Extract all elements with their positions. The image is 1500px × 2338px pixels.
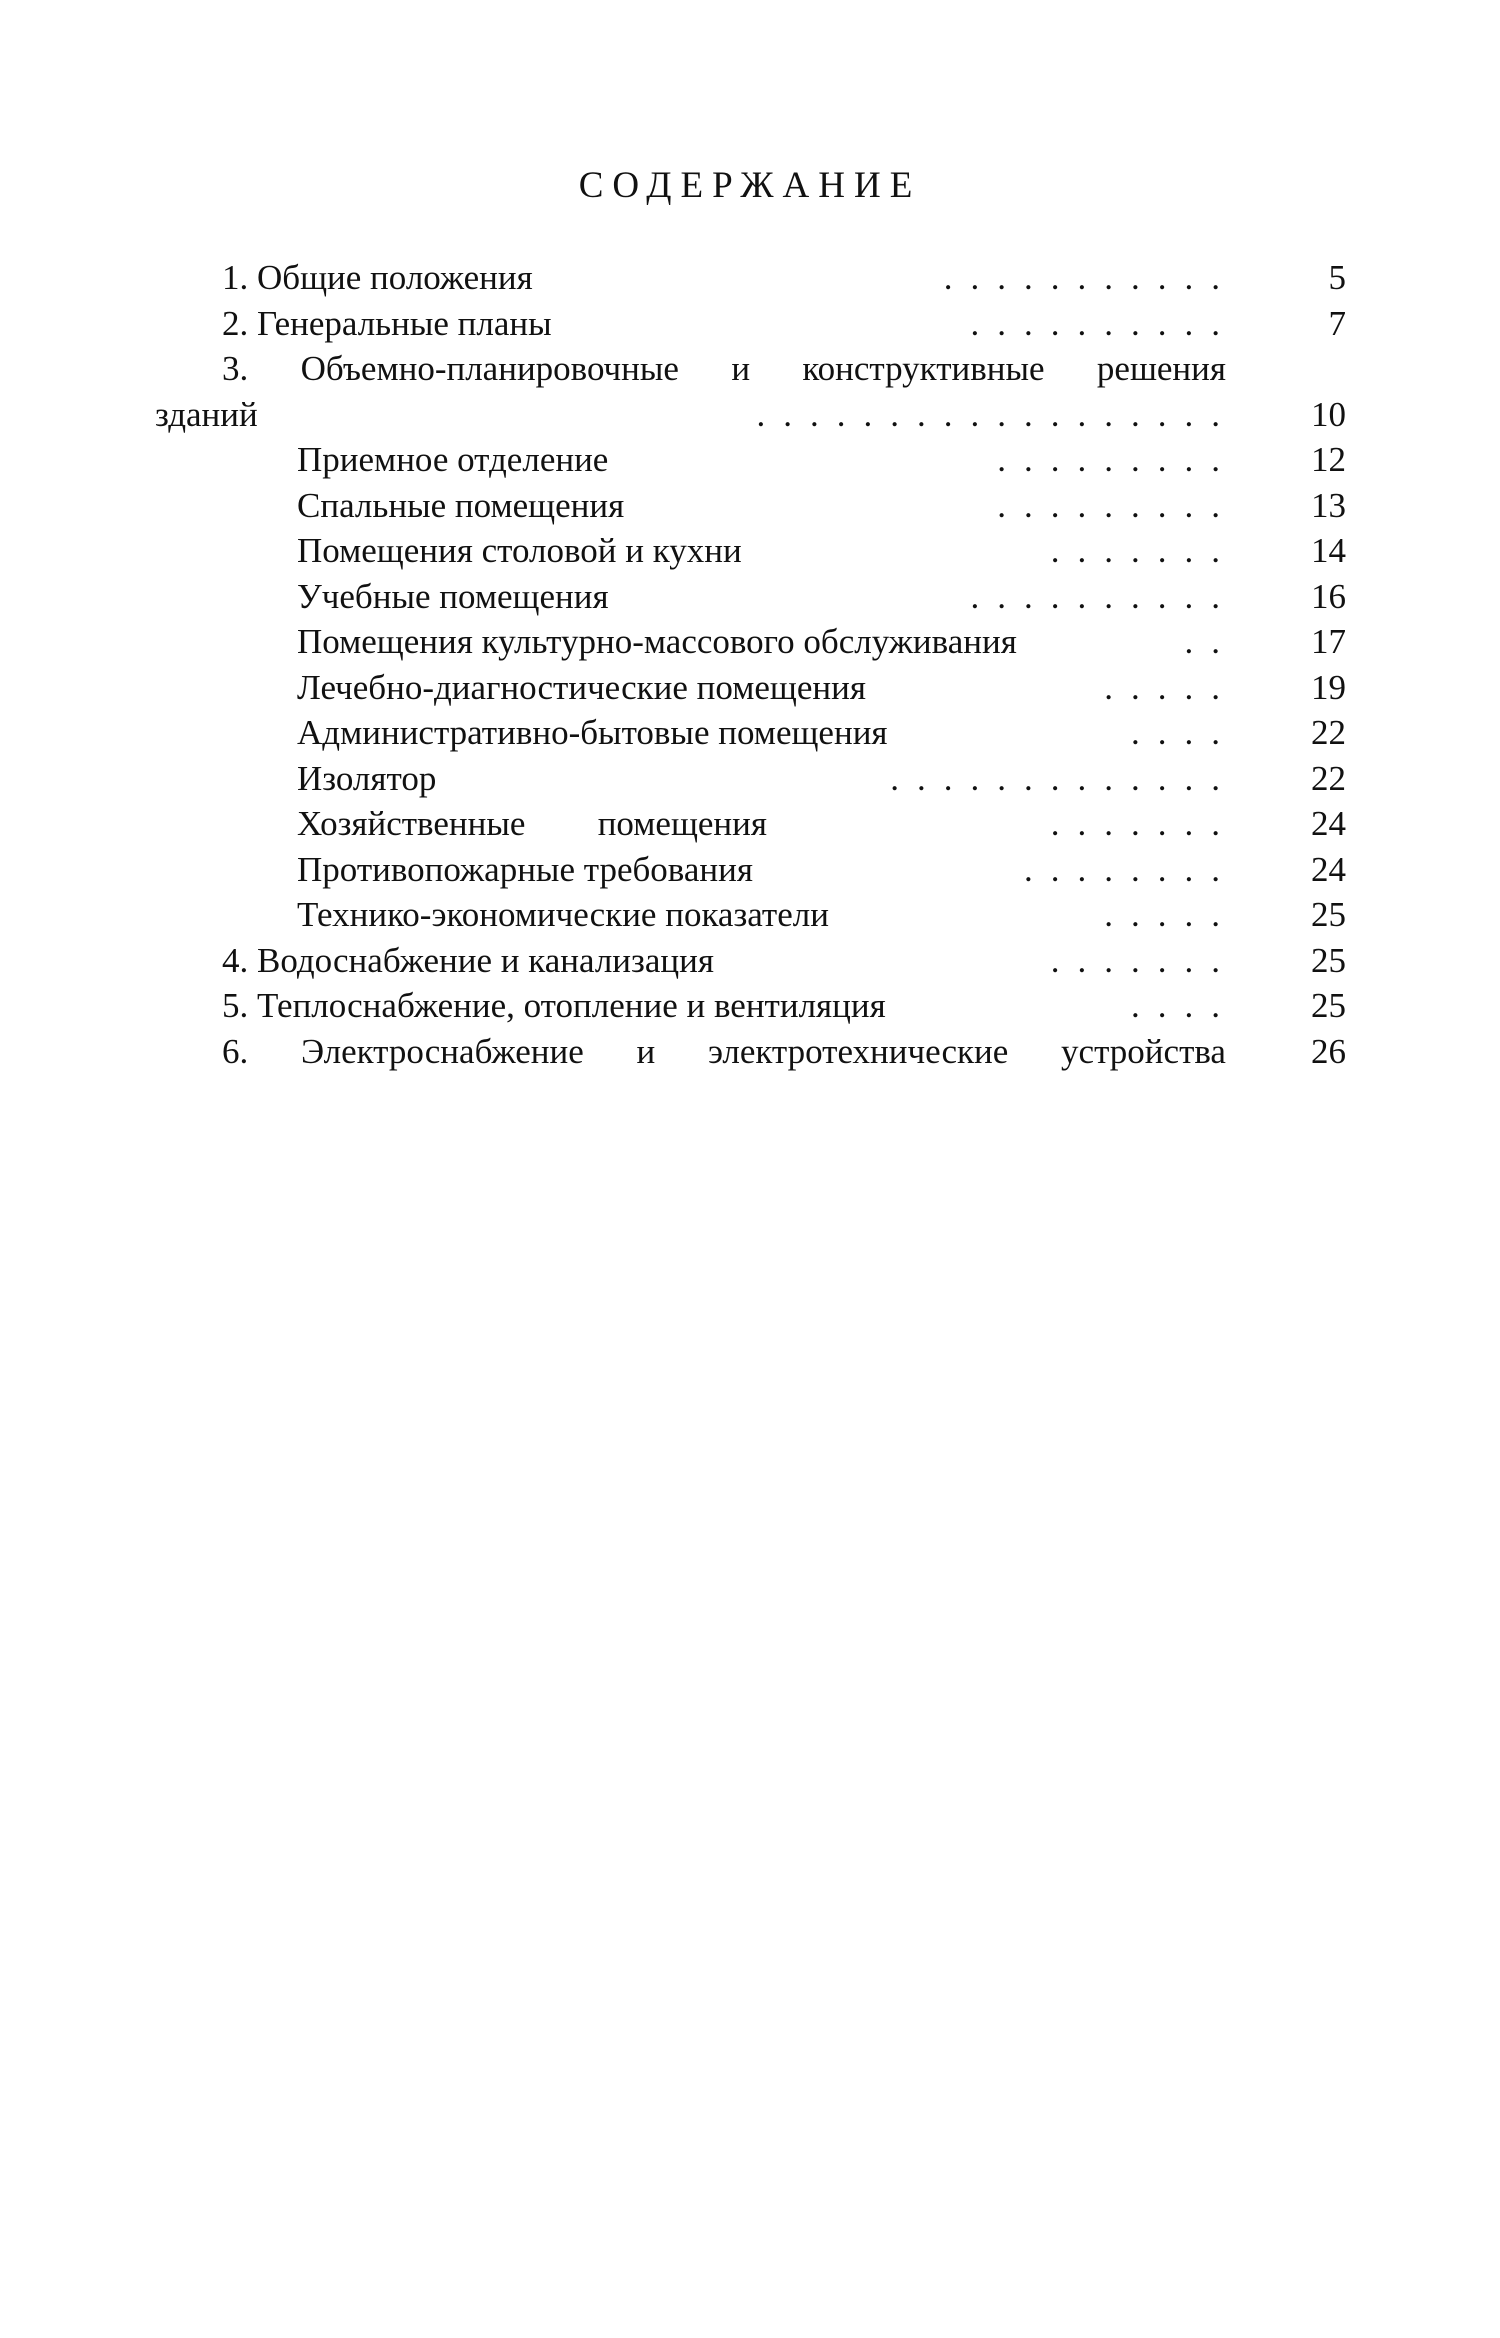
toc-entry [0,983,1500,1029]
toc-entry-label: Хозяйственные помещения [297,804,767,843]
toc-page-number: 24 [1311,849,1346,889]
toc-leader-dots: .. [1184,622,1238,661]
toc-leader-dots: ..... [1104,667,1238,707]
toc-page-number: 16 [1311,576,1346,616]
toc-entry [0,619,1500,665]
toc-entry [0,1029,1500,1075]
toc-entry-label: 5. Теплоснабжение, отопление и вентиляция [222,986,886,1025]
toc-page-number: 25 [1311,940,1346,980]
toc-entry-label: 6. Электроснабжение и электротехнические устройства [222,1031,1226,1071]
toc-entry-label: Приемное отделение [297,440,609,479]
toc-leader-dots: .... [1131,713,1238,752]
toc-entry-label: Административно-бытовые помещения [297,713,888,752]
toc-leader-dots: .... [1131,986,1238,1025]
toc-page-number: 7 [1328,303,1346,343]
toc-entry [0,346,1500,392]
toc-entry [0,756,1500,802]
toc-entry [0,892,1500,938]
toc-page-number: 22 [1311,713,1346,752]
toc-entry-label: 4. Водоснабжение и канализация [222,940,714,980]
toc-leader-dots: ....... [1050,804,1238,843]
toc-entry-continuation [0,392,1500,438]
toc-entry-label: 1. Общие положения [222,258,533,297]
toc-leader-dots: .......... [970,576,1238,616]
page-title: СОДЕРЖАНИЕ [578,165,922,206]
toc-leader-dots: ..... [1104,895,1238,934]
toc-entry-label: Помещения культурно-массового обслуживания [297,622,1017,661]
toc-entry-label: Учебные помещения [297,576,609,616]
toc-leader-dots: ........... [943,258,1238,297]
toc-entry-label: Технико-экономические показатели [297,895,829,934]
toc-page-number: 25 [1311,895,1346,934]
toc-leader-dots: ....... [1050,940,1238,980]
toc-entry-label: 3. Объемно-планировочные и конструктивные решения [222,349,1226,388]
toc-entry [0,938,1500,984]
toc-page-number: 26 [1311,1031,1346,1071]
toc-entry [0,574,1500,620]
toc-page-number: 10 [1311,394,1346,434]
toc-entry-label: Противопожарные требования [297,849,753,889]
toc-page-number: 13 [1311,485,1346,525]
toc-page-number: 25 [1311,986,1346,1025]
toc-entry [0,665,1500,711]
toc-page-number: 24 [1311,804,1346,843]
toc-leader-dots: .................. [756,394,1238,434]
toc-leader-dots: ....... [1050,531,1238,570]
toc-entry [0,847,1500,893]
toc-page-number: 12 [1311,440,1346,479]
toc-leader-dots: ......... [997,440,1238,479]
toc-page-number: 5 [1328,258,1346,297]
toc-page-number: 22 [1311,758,1346,798]
toc-entry-label: Спальные помещения [297,485,625,525]
toc-leader-dots: ............. [890,758,1238,798]
toc-entry [0,528,1500,574]
toc-page-number: 14 [1311,531,1346,570]
toc-leader-dots: ........ [1024,849,1238,889]
toc-page-number: 19 [1311,667,1346,707]
toc-page-number: 17 [1311,622,1346,661]
table-of-contents [0,255,1500,1074]
toc-leader-dots: ......... [997,485,1238,525]
toc-entry-label: Изолятор [297,758,437,798]
toc-entry [0,301,1500,347]
toc-entry [0,255,1500,301]
toc-entry [0,437,1500,483]
toc-entry [0,483,1500,529]
toc-entry-label: 2. Генеральные планы [222,303,552,343]
toc-entry-label: Помещения столовой и кухни [297,531,742,570]
toc-entry-label: Лечебно-диагностические помещения [297,667,866,707]
toc-entry [0,710,1500,756]
toc-entry-label: зданий [155,394,258,434]
toc-leader-dots: .......... [970,303,1238,343]
toc-entry [0,801,1500,847]
